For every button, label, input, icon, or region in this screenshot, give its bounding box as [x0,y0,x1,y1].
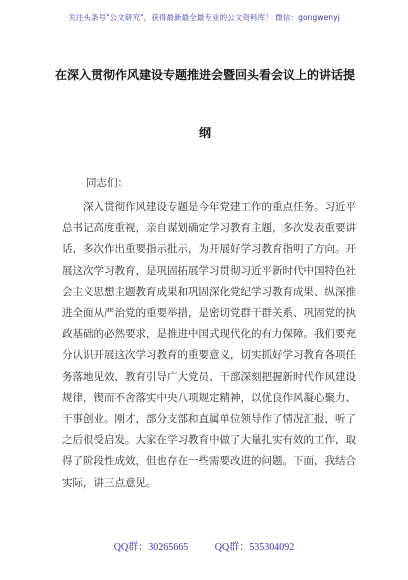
qq-group-1: QQ群：30265665 [113,542,189,553]
document-title-line1: 在深入贯彻作风建设专题推进会暨回头看会议上的讲话提 [54,68,355,82]
body-paragraph: 深入贯彻作风建设专题是今年党建工作的重点任务。习近平总书记高度重视，亲自谋划确定学习教育主题，多次发表重要讲话，多次作出重要指示批示，为开展好学习教育指明了方向。开展这次学习教育，是巩固拓展学习贯彻习近平新时代中国特色社会主义思想主题教育成果和巩固深化党纪学习教育成果、纵深推进全面从严治党的重要举措，是密切党群干群关系、巩固党的执政基础的必然要求，是推进中国式现代化的有力保障。我们要充分认识开展这次学习教育的重要意义，切实抓好学习教育各项任务落地见效，教育引导广大党员、干部深刻把握新时代作风建设规律，锲而不舍落实中央八项规定精神，以优良作风凝心聚力、干事创业。刚才，部分支部和直属单位领导作了情况汇报，听了之后很受启发。大家在学习教育中做了大量扎实有效的工作，取得了阶段性成效，但也存在一些需要改进的问题。下面，我结合实际，讲三点意见。 [62,201,356,489]
page-header-banner: 关注头条号"公文研究"，获得最新最全最专业的公文资料库！ 微信：gongwenyj [68,13,340,22]
page-footer [0,538,408,553]
qq-group-2: QQ群：535304092 [214,542,295,553]
greeting: 同志们： [86,177,128,189]
document-title-line2: 纲 [198,126,211,140]
